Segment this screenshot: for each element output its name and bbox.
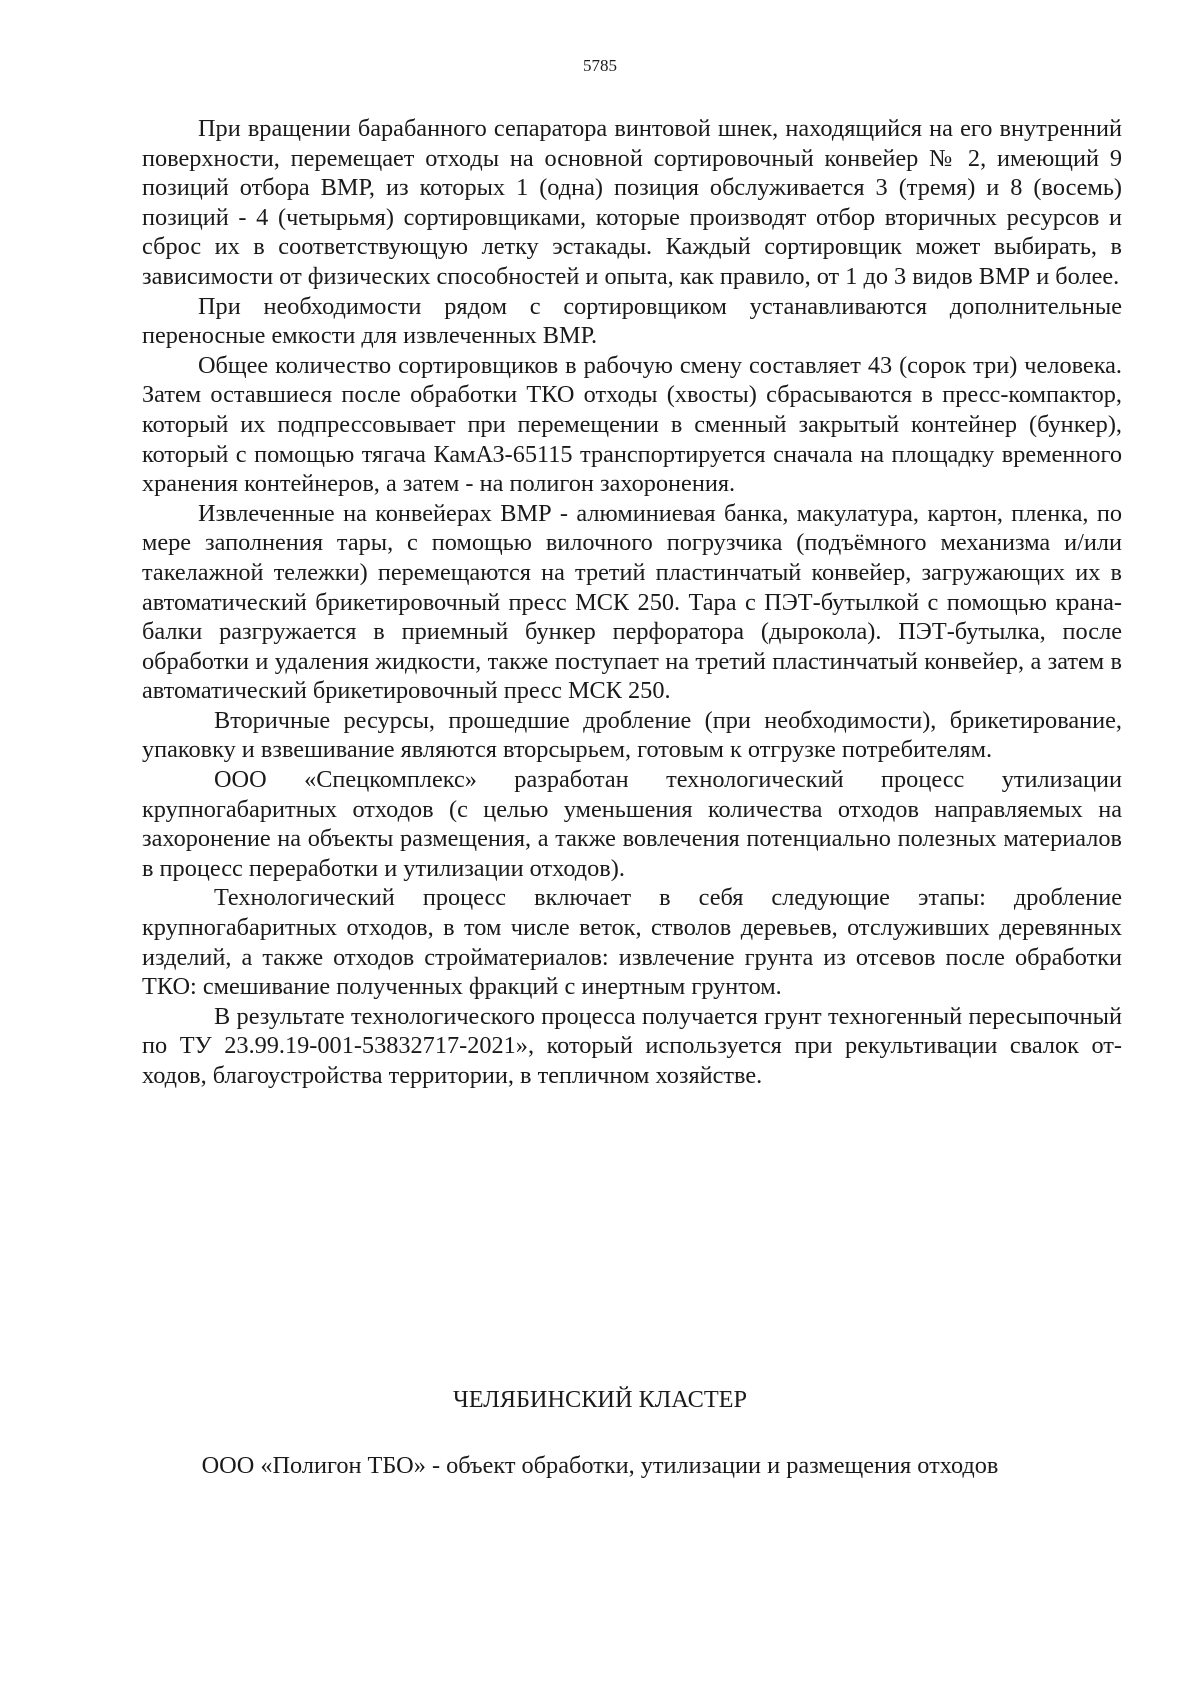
paragraph-recovered-materials: Извлеченные на конвейерах ВМР - алюминиевая банка, макулатура, картон, пленка, по мере заполнения тары, с помощью вилочного погрузчика (подъёмного механизма и/или такелажной тележки) перемещаются на третий пластинчатый конвейер, загружающих их в автоматический брикетировочный пресс МСК 250. Тара с ПЭТ-бутылкой с помощью крана-балки разгружается в приемный бункер перфоратора (дырокола). ПЭТ-бутылка, после обработки и удаления жидкости, также поступает на третий пластинчатый конвейер, а затем в автоматический брикетировочный пресс МСК 250. [142,499,1122,705]
page-number: 5785 [583,56,617,75]
body-text [142,114,1122,1091]
paragraph-drum-separator: При вращении барабанного сепаратора винтовой шнек, находящийся на его внутренний поверхности, перемещает отходы на основной сортировочный конвейер № 2, имеющий 9 позиций отбора ВМР, из которых 1 (одна) позиция обслуживается 3 (тремя) и 8 (восемь) позиций - 4 (четырьмя) сортировщиками, которые производят отбор вторичных ресурсов и сброс их в соответствующую летку эстакады. Каждый сортировщик может выбирать, в зависимости от физических способностей и опыта, как правило, от 1 до 3 видов ВМР и более. [142,115,1122,290]
paragraph-secondary-resources: Вторичные ресурсы, прошедшие дробление (при необходимости), брикетирование, упаковку и взвешивание являются вторсырьем, готовым к отгрузке потребителям. [142,706,1122,764]
paragraph-portable-containers: При необходимости рядом с сортировщиком устанавливаются дополнительные переносные емкости для извлеченных ВМР. [142,292,1122,350]
paragraph-process-result: В результате технологического процесса получается грунт техногенный пересыпочный по ТУ 23.99.19-001-53832717-2021», который используется при рекультивации свалок от-ходов, благоустройства территории, в тепличном хозяйстве. [142,1002,1122,1089]
organization-subheading: ООО «Полигон ТБО» - объект обработки, утилизации и размещения отходов [201,1452,999,1479]
paragraph-process-stages: Технологический процесс включает в себя следующие этапы: дробление крупногабаритных отходов, в том числе веток, стволов деревьев, отслуживших деревянных изделий, а также отходов стройматериалов: извлечение грунта из отсевов после обработки ТКО: смешивание полученных фракций с инертным грунтом. [142,884,1122,1001]
section-heading: ЧЕЛЯБИНСКИЙ КЛАСТЕР [452,1386,748,1413]
paragraph-bulky-waste-process: ООО «Спецкомплекс» разработан технологический процесс утилизации крупногабаритных отходов (с целью уменьшения количества отходов направляемых на захоронение на объекты размещения, а также вовлечения потенциально полезных материалов в процесс переработки и утилизации отходов). [142,766,1122,882]
paragraph-sorters-count: Общее количество сортировщиков в рабочую смену составляет 43 (сорок три) человека. Затем оставшиеся после обработки ТКО отходы (хвосты) сбрасываются в пресс-компактор, который их подпрессовывает при перемещении в сменный закрытый контейнер (бункер), который с помощью тягача КамАЗ-65115 транспортируется сначала на площадку временного хранения контейнеров, а затем - на полигон захоронения. [142,351,1122,498]
